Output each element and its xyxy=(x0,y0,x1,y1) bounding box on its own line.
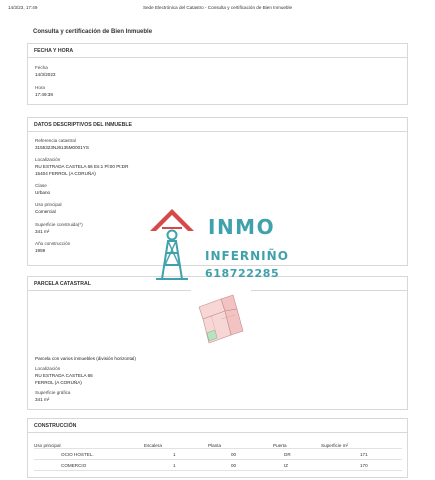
parcela-localizacion-line1: RU ESTRADA CASTELA 66 xyxy=(35,373,93,378)
column-header: Puerta xyxy=(273,443,287,448)
parcela-caption xyxy=(35,355,136,362)
table-cell: IZ xyxy=(284,463,289,468)
superficie-field xyxy=(35,221,83,235)
table-cell: OCIO HOSTEL. xyxy=(61,452,94,457)
datos-heading: DATOS DESCRIPTIVOS DEL INMUEBLE xyxy=(28,118,407,132)
superficie-label: Superficie construida(*) xyxy=(35,222,83,227)
fecha-hora-section xyxy=(27,43,408,105)
column-header: Planta xyxy=(208,443,222,448)
parcel-plan-image xyxy=(191,289,251,349)
fecha-field xyxy=(35,64,55,78)
uso-value: Comercial xyxy=(35,209,56,214)
table-cell: 00 xyxy=(231,463,237,468)
parcela-localizacion-line2: FERROL (A CORUÑA) xyxy=(35,380,82,385)
clase-value: Urbano xyxy=(35,190,51,195)
print-datetime: 14/3/23, 17:49 xyxy=(8,5,38,10)
column-header: Escalera xyxy=(144,443,162,448)
localizacion-field xyxy=(35,156,128,177)
document-title: Consulta y certificación de Bien Inmueble xyxy=(33,29,153,35)
fecha-label: Fecha xyxy=(35,65,48,70)
anio-field xyxy=(35,240,70,254)
hora-label: Hora xyxy=(35,85,45,90)
parcela-superficie-field xyxy=(35,389,71,403)
print-title: Sede Electrónica del Catastro - Consulta y certificación de Bien Inmueble xyxy=(142,5,293,10)
parcela-superficie-value: 341 m² xyxy=(35,397,50,402)
print-header xyxy=(8,5,427,15)
table-cell: 00 xyxy=(231,452,237,457)
fecha-hora-heading: FECHA Y HORA xyxy=(28,44,407,58)
column-header: Superficie m² xyxy=(321,443,349,448)
construccion-heading: CONSTRUCCIÓN xyxy=(28,419,407,433)
table-row xyxy=(34,449,402,460)
parcela-section xyxy=(27,276,408,410)
watermark-phone: 618722285 xyxy=(205,267,280,280)
fecha-value: 14/3/2023 xyxy=(35,72,56,77)
table-header-row xyxy=(34,440,402,449)
referencia-label: Referencia catastral xyxy=(35,138,76,143)
localizacion-line2: 15404 FERROL (A CORUÑA) xyxy=(35,171,96,176)
inmo-inferniño-watermark xyxy=(148,205,308,285)
watermark-brand-line1: INMO xyxy=(208,215,276,239)
table-cell: DR xyxy=(284,452,291,457)
construccion-table xyxy=(34,440,402,471)
anio-label: Año construcción xyxy=(35,241,71,246)
anio-value: 1959 xyxy=(35,248,46,253)
uso-label: Uso principal xyxy=(35,202,62,207)
uso-field xyxy=(35,201,62,215)
referencia-field xyxy=(35,137,89,151)
table-cell: 170 xyxy=(360,463,368,468)
parcela-localizacion-label: Localización xyxy=(35,366,61,371)
watermark-brand-line2: INFERNIÑO xyxy=(205,249,289,263)
parcela-superficie-label: Superficie gráfica xyxy=(35,390,71,395)
column-header: Uso principal xyxy=(34,443,61,448)
localizacion-line1: RU ESTRADA CASTELA 66 Es:1 Pl:00 Pt:DR xyxy=(35,164,129,169)
referencia-value: 3155323NJ6135M0001YS xyxy=(35,145,89,150)
table-cell: COMERCIO xyxy=(61,463,87,468)
hora-field xyxy=(35,84,53,98)
construccion-section xyxy=(27,418,408,478)
house-tower-logo-icon xyxy=(148,205,196,283)
parcela-caption-text: Parcela con varios inmuebles (división horizontal) xyxy=(35,356,136,361)
localizacion-label: Localización xyxy=(35,157,61,162)
clase-label: Clase xyxy=(35,183,47,188)
table-cell: 171 xyxy=(360,452,368,457)
parcela-heading: PARCELA CATASTRAL xyxy=(28,277,407,291)
table-cell: 1 xyxy=(173,452,176,457)
hora-value: 17:49:38 xyxy=(35,92,53,97)
table-cell: 1 xyxy=(173,463,176,468)
clase-field xyxy=(35,182,50,196)
parcela-localizacion-field xyxy=(35,365,93,386)
superficie-value: 341 m² xyxy=(35,229,50,234)
table-row xyxy=(34,460,402,471)
